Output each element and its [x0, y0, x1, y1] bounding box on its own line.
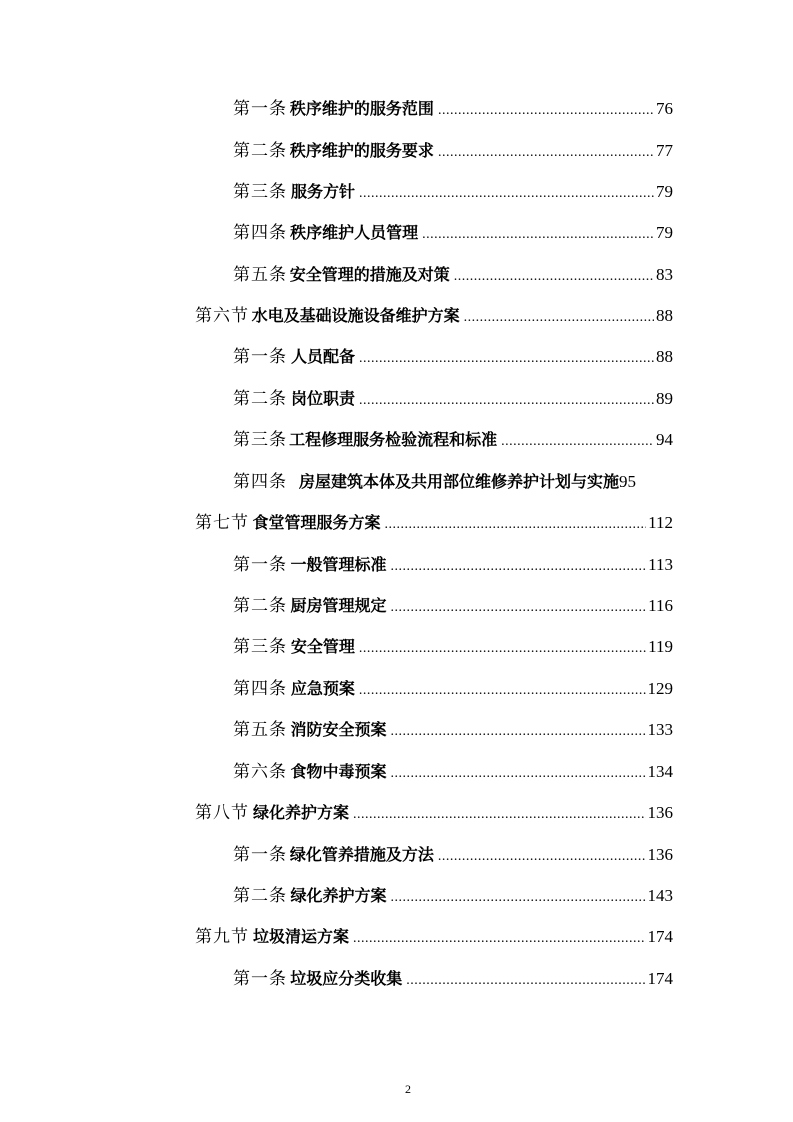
toc-entry-title: 绿化管养措施及方法: [289, 845, 434, 864]
toc-entry-number: 第七节: [195, 513, 249, 532]
toc-leader-dots: [438, 138, 654, 168]
toc-entry-number: 第一条: [233, 99, 287, 118]
toc-entry-page: 143: [647, 886, 673, 905]
toc-entry[interactable]: [233, 467, 693, 497]
toc-entry-page: 136: [647, 803, 673, 822]
toc-entry-title: 垃圾应分类收集: [290, 969, 403, 988]
toc-leader-dots: [422, 220, 654, 250]
toc-entry-page: 133: [647, 720, 673, 739]
toc-entry-number: 第四条: [233, 679, 287, 698]
toc-leader-dots: [359, 344, 654, 374]
toc-entry-number: 第六节: [195, 306, 249, 325]
toc-entry-number: 第二条: [233, 141, 287, 160]
toc-entry-number: 第一条: [233, 555, 287, 574]
toc-entry-title: 服务方针: [290, 182, 355, 201]
toc-entry-number: 第八节: [195, 803, 249, 822]
toc-entry-number: 第一条: [233, 347, 287, 366]
toc-entry[interactable]: [233, 881, 673, 911]
toc-entry-page: 88: [656, 347, 673, 366]
toc-entry[interactable]: [233, 715, 673, 745]
toc-entry[interactable]: [233, 177, 673, 207]
toc-leader-dots: [438, 842, 646, 872]
toc-leader-dots: [390, 717, 645, 747]
toc-leader-dots: [390, 552, 646, 582]
page-number: 2: [405, 1082, 411, 1096]
toc-entry-page: 79: [656, 223, 673, 242]
toc-entry[interactable]: [233, 384, 673, 414]
toc-entry[interactable]: [233, 425, 673, 455]
toc-entry-page: 95: [619, 472, 637, 491]
toc-entry[interactable]: [233, 94, 673, 124]
toc-leader-dots: [353, 924, 646, 954]
toc-entry-number: 第四条: [233, 472, 287, 491]
toc-leader-dots: [385, 510, 647, 540]
toc-entry-number: 第二条: [233, 596, 287, 615]
toc-entry-title: 人员配备: [290, 347, 355, 366]
toc-entry-page: 174: [647, 927, 673, 946]
toc-entry-number: 第三条: [233, 182, 287, 201]
toc-entry-page: 77: [656, 141, 673, 160]
toc-entry-number: 第五条: [233, 720, 287, 739]
toc-entry-page: 119: [648, 637, 673, 656]
toc-leader-dots: [353, 800, 646, 830]
toc-entry[interactable]: [233, 218, 673, 248]
toc-entry[interactable]: [233, 136, 673, 166]
toc-entry-title: 水电及基础设施设备维护方案: [251, 306, 460, 325]
toc-entry-page: 136: [647, 845, 673, 864]
toc-entry-title: 秩序维护人员管理: [290, 223, 419, 242]
toc-entry[interactable]: [195, 922, 673, 952]
toc-entry-number: 第一条: [233, 845, 287, 864]
toc-entry-number: 第六条: [233, 762, 287, 781]
toc-entry-page: 94: [656, 430, 673, 449]
toc-entry[interactable]: [233, 591, 673, 621]
toc-entry-page: 76: [656, 99, 673, 118]
toc-entry-title: 房屋建筑本体及共用部位维修养护计划与实施: [299, 472, 620, 491]
toc-entry-number: 第五条: [233, 265, 287, 284]
toc-entry-page: 113: [648, 555, 673, 574]
toc-leader-dots: [359, 634, 646, 664]
toc-entry-title: 绿化养护方案: [252, 803, 349, 822]
toc-entry-title: 安全管理的措施及对策: [289, 265, 450, 284]
toc-entry-title: 秩序维护的服务范围: [289, 99, 434, 118]
toc-leader-dots: [359, 179, 654, 209]
toc-entry-title: 安全管理: [290, 637, 355, 656]
toc-entry-page: 129: [647, 679, 673, 698]
toc-entry[interactable]: [195, 798, 673, 828]
toc-entry[interactable]: [233, 342, 673, 372]
toc-entry[interactable]: [233, 674, 673, 704]
toc-leader-dots: [390, 883, 645, 913]
toc-entry-number: 第一条: [233, 969, 287, 988]
toc-entry-title: 消防安全预案: [290, 720, 387, 739]
toc-entry[interactable]: [195, 301, 673, 331]
toc-leader-dots: [501, 427, 654, 457]
toc-entry-number: 第三条: [233, 637, 287, 656]
toc-entry-title: 岗位职责: [290, 389, 355, 408]
toc-entry-page: 83: [656, 265, 673, 284]
toc-leader-dots: [464, 303, 654, 333]
toc-entry-number: 第二条: [233, 886, 287, 905]
toc-leader-dots: [359, 386, 654, 416]
toc-entry-title: 一般管理标准: [290, 555, 387, 574]
toc-entry-number: 第三条: [233, 430, 287, 449]
toc-entry-number: 第四条: [233, 223, 287, 242]
toc-entry-page: 134: [647, 762, 673, 781]
toc-entry-number: 第九节: [195, 927, 249, 946]
toc-entry-title: 食物中毒预案: [290, 762, 387, 781]
toc-entry-page: 88: [656, 306, 673, 325]
toc-entry-number: 第二条: [233, 389, 287, 408]
toc-entry-title: 绿化养护方案: [290, 886, 387, 905]
toc-leader-dots: [359, 676, 646, 706]
toc-leader-dots: [438, 96, 654, 126]
toc-entry-page: 89: [656, 389, 673, 408]
toc-entry-page: 112: [648, 513, 673, 532]
toc-leader-dots: [454, 262, 654, 292]
toc-leader-dots: [406, 966, 645, 996]
toc-entry[interactable]: [195, 508, 673, 538]
toc-entry-page: 116: [648, 596, 673, 615]
toc-entry-page: 79: [656, 182, 673, 201]
toc-entry-title: 秩序维护的服务要求: [289, 141, 434, 160]
toc-leader-dots: [390, 759, 645, 789]
toc-entry-title: 应急预案: [290, 679, 355, 698]
toc-entry-page: 174: [647, 969, 673, 988]
toc-leader-dots: [390, 593, 646, 623]
toc-entry[interactable]: [233, 757, 673, 787]
toc-entry-title: 垃圾清运方案: [252, 927, 349, 946]
toc-entry-title: 厨房管理规定: [290, 596, 387, 615]
toc-entry[interactable]: [233, 550, 673, 580]
toc-entry[interactable]: [233, 964, 673, 994]
toc-entry[interactable]: [233, 260, 673, 290]
toc-entry-title: 食堂管理服务方案: [252, 513, 381, 532]
toc-entry[interactable]: [233, 840, 673, 870]
toc-entry-title: 工程修理服务检验流程和标准: [289, 430, 498, 449]
toc-entry[interactable]: [233, 632, 673, 662]
